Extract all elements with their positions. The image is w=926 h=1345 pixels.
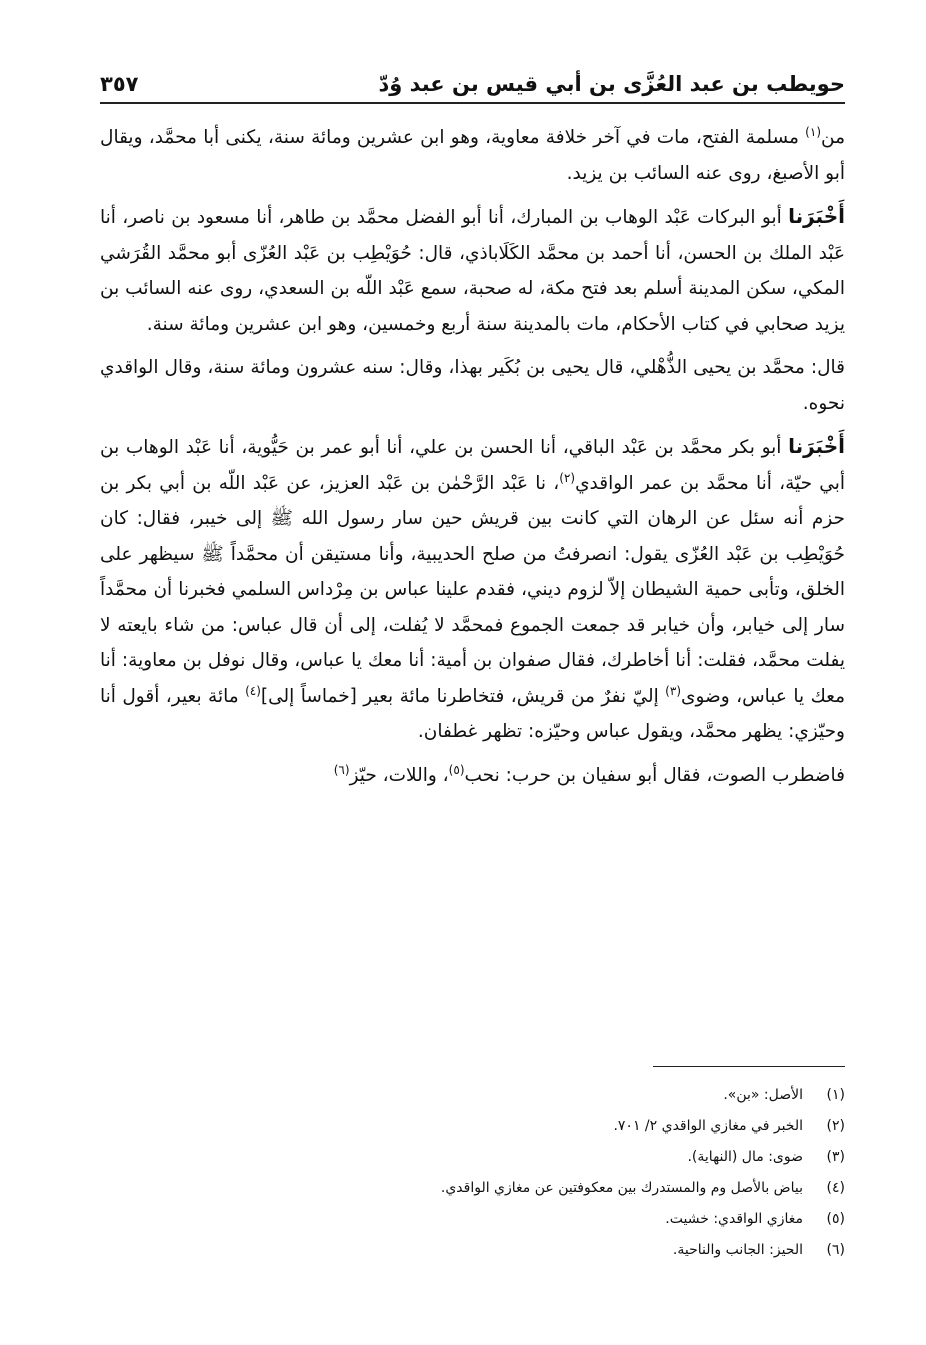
footnote-text: مغازي الواقدي: خشيت. [665,1211,803,1227]
footnote-item [100,1080,845,1111]
p5-text-a: فاضطرب الصوت، فقال أبو سفيان بن حرب: نحب [464,764,845,786]
footnote-ref-1: (١) [805,124,821,139]
footnote-number: (٦) [826,1242,845,1258]
footnote-number: (٣) [826,1149,845,1165]
footnote-item [100,1111,845,1142]
footnote-item [100,1235,845,1266]
p2-lead-word: أَخْبَرَنا [788,204,845,228]
footnote-text: الحيز: الجانب والناحية. [672,1242,803,1258]
paragraph-3 [100,350,845,421]
footnotes [100,1080,845,1266]
footnote-text: الأصل: «بن». [723,1087,803,1103]
footnote-text: ضوى: مال (النهاية). [687,1149,803,1165]
footnote-text: الخبر في مغازي الواقدي ٢/ ٧٠١. [613,1118,803,1134]
running-header [100,60,845,104]
footnote-ref-6: (٦) [333,762,350,777]
footnote-item [100,1142,845,1173]
p1-text-a: من [821,127,845,148]
footnote-number: (٥) [826,1211,845,1227]
footnote-separator [653,1066,845,1067]
footnote-text: بياض بالأصل وم والمستدرك بين معكوفتين عن مغازي الواقدي. [440,1180,803,1196]
paragraph-5 [100,758,845,794]
p2-text: أبو البركات عَبْد الوهاب بن المبارك، أنا أبو الفضل محمَّد بن طاهر، أنا مسعود بن ناصر، أنا عَبْد الملك بن الحسن، أنا أحمد بن محمَّد الكَلَاباذي، قال: حُوَيْطِب بن عَبْد العُزّى أبو محمَّد القُرَشي المكي، سكن المدينة أسلم بعد فتح مكة، له صحبة، سمع عَبْد اللّه بن السعدي، روى عنه السائب بن يزيد صحابي في كتاب الأحكام، مات بالمدينة سنة أربع وخمسين، وهو ابن عشرين ومائة سنة. [100,207,845,335]
page-number: ٣٥٧ [100,72,139,96]
p4-text-d: مائة بعير، أقول أنا وحيّزي: يظهر محمَّد، ويقول عباس وحيّزه: تظهر غطفان. [100,685,845,742]
footnote-ref-5: (٥) [448,762,465,777]
p4-text-c: إليّ نفرٌ من قريش، فتخاطرنا مائة بعير [خماساً إلى] [260,685,666,707]
footnote-ref-4: (٤) [245,683,261,698]
p5-text-b: ، واللات، حيّز [349,764,449,786]
footnote-item [100,1173,845,1204]
p1-text-b: مسلمة الفتح، مات في آخر خلافة معاوية، وهو ابن عشرين ومائة سنة، يكنى أبا محمَّد، ويقال أبو الأصبغ، روى عنه السائب بن يزيد. [100,127,845,184]
paragraph-1 [100,120,845,191]
paragraph-4 [100,429,845,750]
footnote-ref-2: (٢) [559,470,576,485]
footnote-item [100,1204,845,1235]
footnote-number: (٢) [826,1118,845,1134]
footnote-number: (١) [826,1087,845,1103]
footnote-ref-3: (٣) [665,683,681,698]
main-text [100,120,845,801]
p4-text-a: أبو بكر محمَّد بن عَبْد الباقي، أنا الحسن بن علي، أنا أبو عمر بن حَيُّوية، أنا عَبْد الوهاب بن أبي حيّة، أنا محمَّد بن عمر الواقدي [100,437,846,494]
footnote-number: (٤) [826,1180,845,1196]
p3-text: قال: محمَّد بن يحيى الذُّهْلي، قال يحيى بن بُكَير بهذا، وقال: سنه عشرون ومائة سنة، وقال الواقدي نحوه. [100,357,845,414]
p4-lead-word: أَخْبَرَنا [788,434,845,458]
paragraph-2 [100,199,845,342]
p4-text-b: ، نا عَبْد الرَّحْمٰن بن عَبْد العزيز، عن عَبْد اللّه بن أبي بكر بن حزم أنه سئل عن الرهان التي كانت بين قريش حين سار رسول الله ﷺ إلى خيبر، فقال: كان حُوَيْطِب بن عَبْد العُزّى يقول: انصرفتُ من صلح الحديبية، وأنا مستيقن أن محمَّداً ﷺ سيظهر على الخلق، وتأبى حمية الشيطان إلاّ لزوم ديني، فقدم علينا عباس بن مِرْداس السلمي فخبرنا أن محمَّداً سار إلى خيابر، وأن خيابر قد جمعت الجموع فمحمَّد لا يُفلت، إلى أن قال عباس: من شاء بايعته لا يفلت محمَّد، فقلت: أنا أخاطرك، فقال صفوان بن أمية: أنا معك يا عباس، وقال نوفل بن معاوية: أنا معك يا عباس، وضوى [100,472,845,707]
header-title: حويطب بن عبد العُزَّى بن أبي قيس بن عبد وُدّ [378,72,845,96]
